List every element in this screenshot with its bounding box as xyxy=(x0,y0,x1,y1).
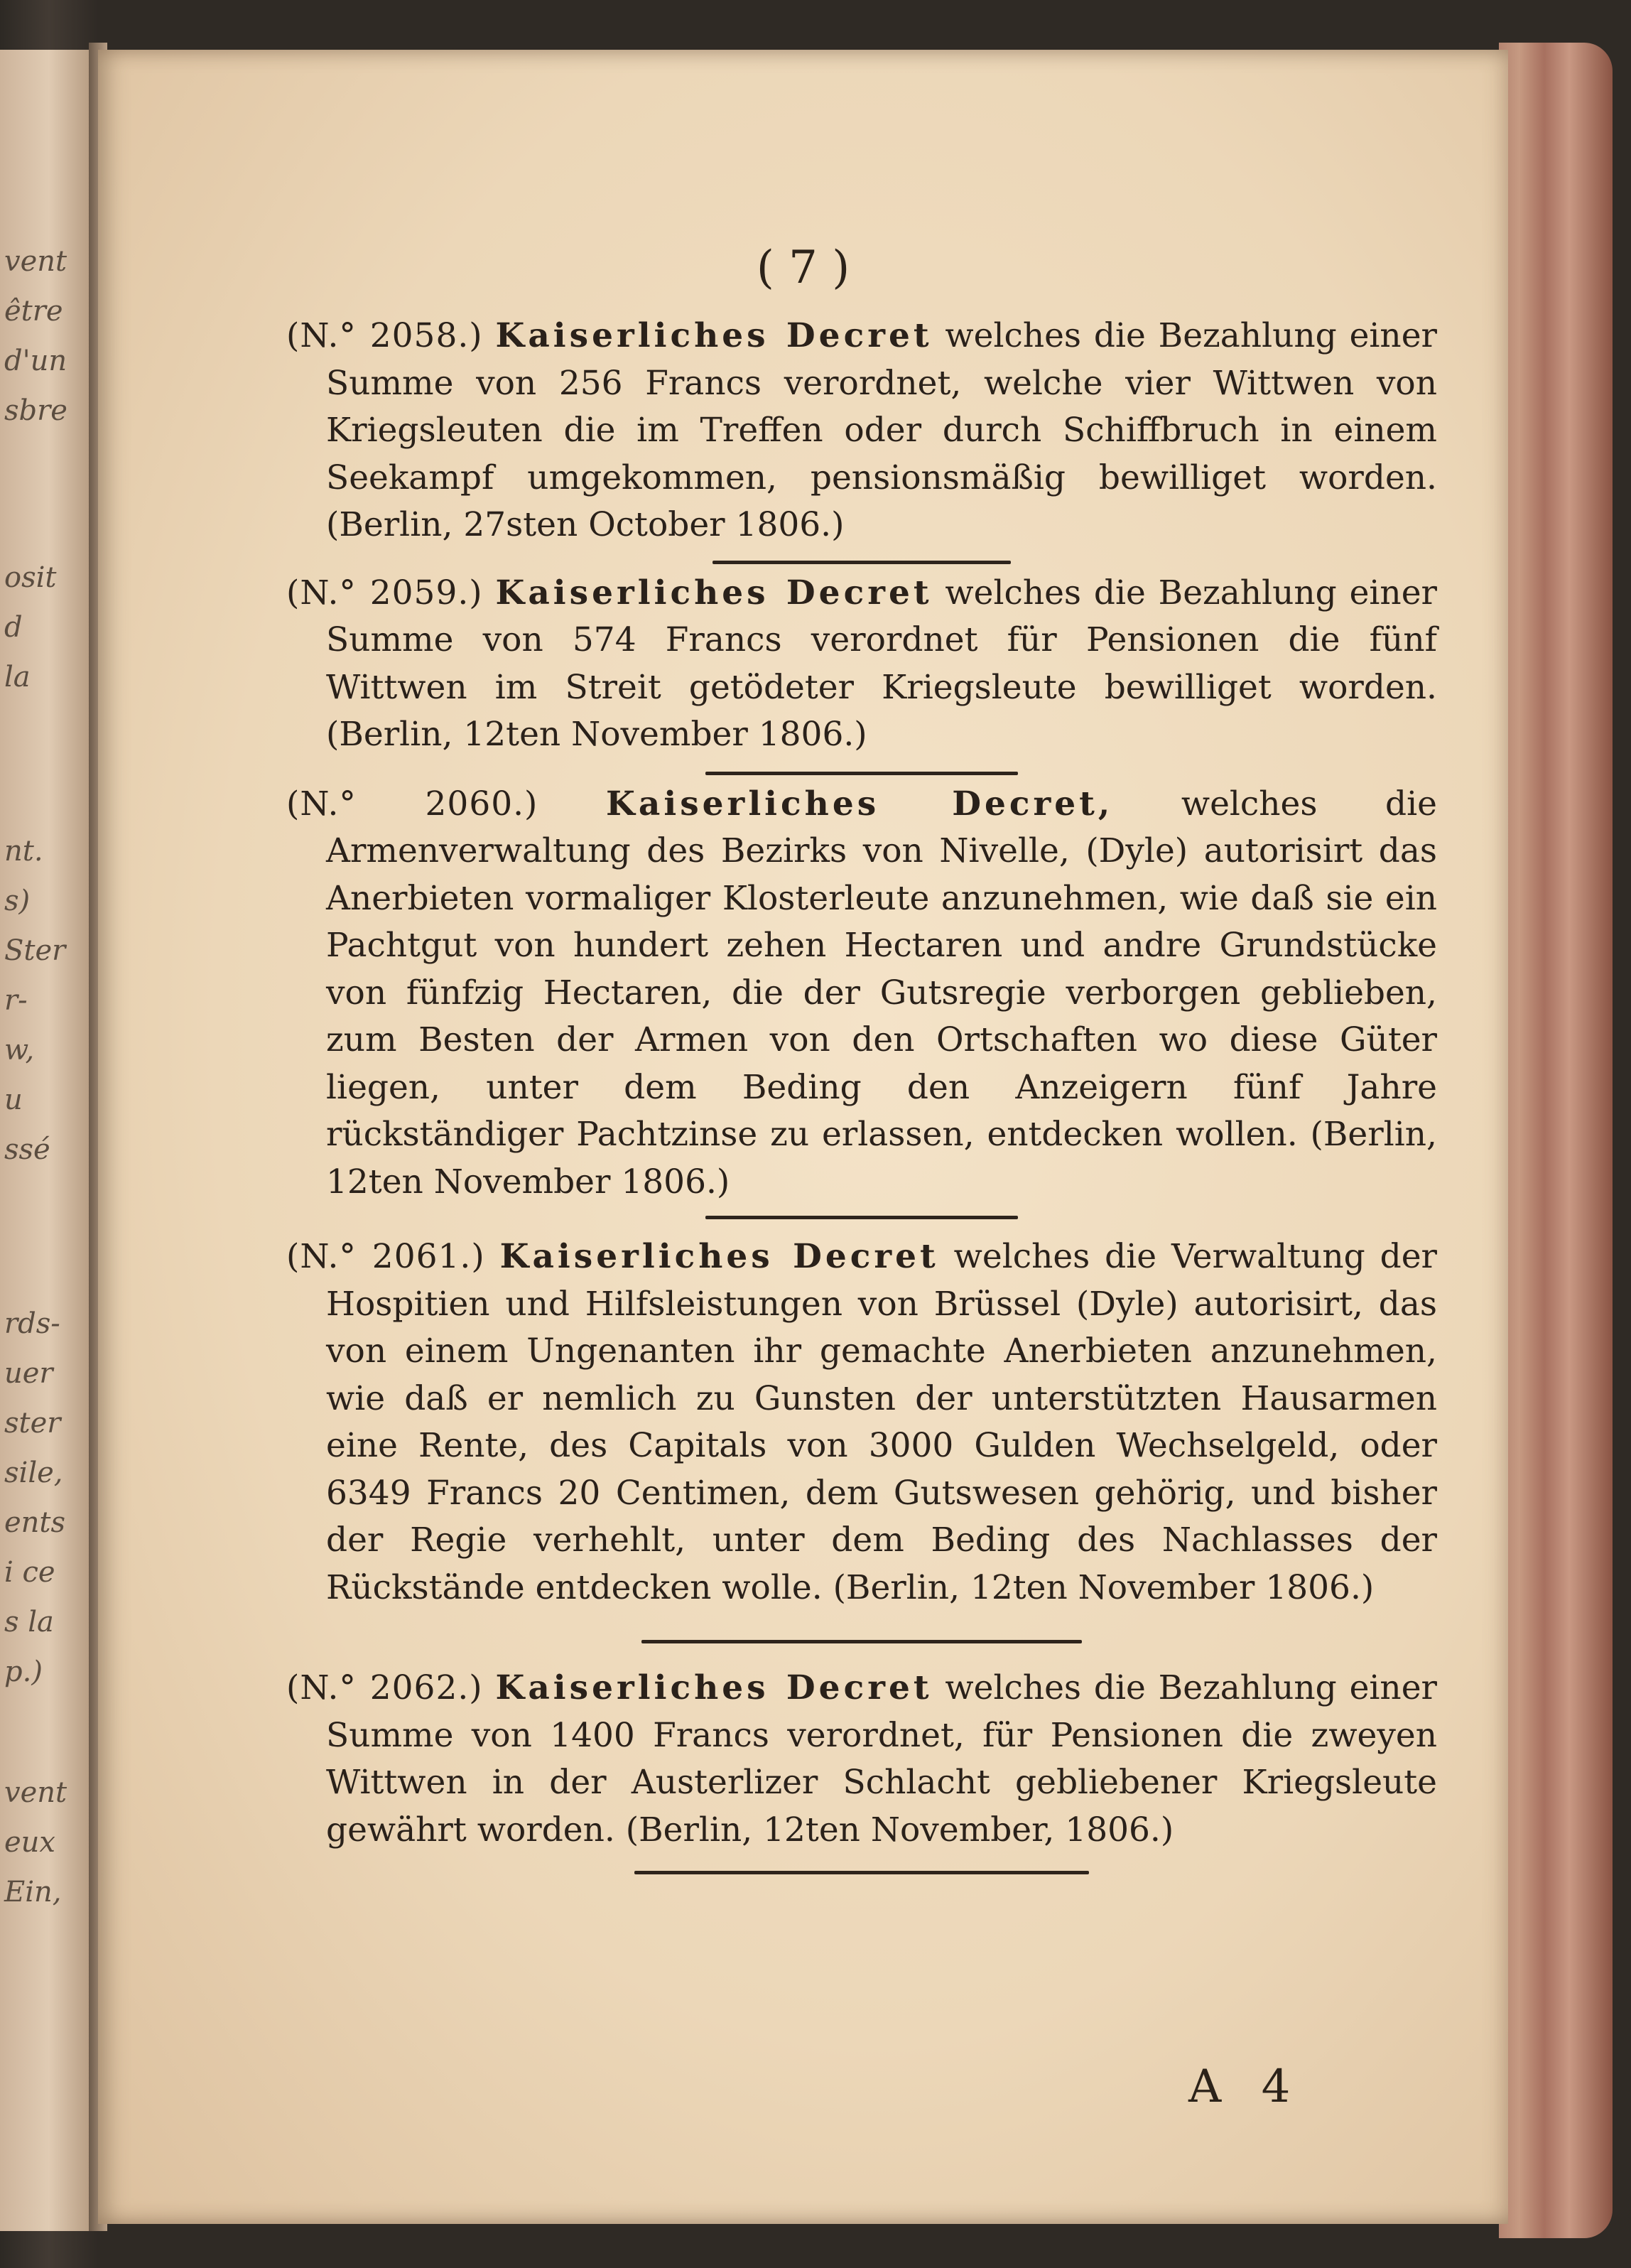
decree-heading: Kaiserliches Decret xyxy=(495,1668,933,1707)
facing-page-fragment: p.) xyxy=(4,1656,43,1688)
facing-page-fragment: vent xyxy=(4,1776,67,1809)
decree-number: (N.° 2059.) xyxy=(286,573,483,612)
facing-page-fragment: s) xyxy=(4,885,31,917)
decree-heading: Kaiserliches Decret, xyxy=(606,784,1114,824)
facing-page-fragment: uer xyxy=(4,1357,53,1390)
separator-rule xyxy=(641,1640,1082,1643)
decree-number: (N.° 2061.) xyxy=(286,1237,485,1276)
facing-page-fragment: sbre xyxy=(4,394,67,427)
facing-page-fragment: vent xyxy=(4,245,67,278)
signature-mark: A 4 xyxy=(1188,2061,1304,2113)
facing-page-fragment: ents xyxy=(4,1506,66,1539)
decree-number: (N.° 2062.) xyxy=(286,1668,483,1707)
decree-number: (N.° 2058.) xyxy=(286,316,483,355)
facing-page-fragment: r- xyxy=(4,984,28,1017)
document-page xyxy=(98,50,1508,2224)
facing-page-fragment: osit xyxy=(4,561,57,594)
decree-text: welches die Bezahlung einer Summe von 1400 Francs verordnet, für Pensionen die zweyen Wittwen in der Austerlizer Schlacht gebliebener Kriegsleute gewährt worden. (Berlin, 12ten November, 1806.) xyxy=(326,1668,1437,1850)
decree-entry xyxy=(286,1665,1437,1854)
facing-page-fragment: eux xyxy=(4,1826,55,1859)
facing-page-fragment: rds- xyxy=(4,1307,60,1340)
facing-page-fragment: d'un xyxy=(4,345,67,377)
decree-entry xyxy=(286,1233,1437,1611)
facing-page-fragment: nt. xyxy=(4,835,43,868)
decree-entry xyxy=(286,313,1437,549)
decree-heading: Kaiserliches Decret xyxy=(495,316,933,355)
decree-text: welches die Verwaltung der Hospitien und Hilfsleistungen von Brüssel (Dyle) autorisirt, das von einem Ungenanten ihr gemachte Anerbieten anzunehmen, wie daß er nemlich zu Gunsten der unterstützten Hausarmen eine Rente, des Capitals von 3000 Gulden Wechselgeld, oder 6349 Francs 20 Centimen, dem Gutswesen gehörig, und bisher der Regie verhehlt, unter dem Beding des Nachlasses der Rückstände entdecken wolle. (Berlin, 12ten November 1806.) xyxy=(326,1237,1438,1607)
facing-page-fragment: Ein, xyxy=(4,1876,62,1908)
decree-heading: Kaiserliches Decret xyxy=(499,1237,939,1276)
separator-rule xyxy=(705,1216,1018,1219)
facing-page-fragment: s la xyxy=(4,1606,54,1638)
decree-list xyxy=(286,313,1437,1874)
page-block-edge xyxy=(1499,43,1613,2238)
facing-page-fragment: d xyxy=(4,611,23,644)
facing-page-fragment: u xyxy=(4,1084,23,1116)
facing-page-fragment: ster xyxy=(4,1407,61,1440)
decree-heading: Kaiserliches Decret xyxy=(495,573,933,612)
decree-entry xyxy=(286,781,1437,1206)
facing-page-edge xyxy=(0,50,93,2231)
separator-rule xyxy=(705,772,1018,775)
decree-text: welches die Bezahlung einer Summe von 574 Francs verordnet für Pensionen die fünf Wittwen im Streit getödeter Kriegsleute bewilliget worden. (Berlin, 12ten November 1806.) xyxy=(326,573,1437,754)
separator-rule xyxy=(712,561,1011,564)
facing-page-fragment: ssé xyxy=(4,1133,50,1166)
facing-page-fragment: Ster xyxy=(4,934,66,967)
page-number: ( 7 ) xyxy=(756,242,850,294)
separator-rule xyxy=(634,1871,1089,1874)
facing-page-fragment: w, xyxy=(4,1034,35,1066)
facing-page-fragment: la xyxy=(4,661,31,693)
decree-entry xyxy=(286,570,1437,759)
decree-text: welches die Bezahlung einer Summe von 256 Francs verordnet, welche vier Wittwen von Kriegsleuten die im Treffen oder durch Schiffbruch in einem Seekampf umgekommen, pensionsmäßig bewilliget worden. (Berlin, 27sten October 1806.) xyxy=(326,316,1437,544)
facing-page-fragment: i ce xyxy=(4,1556,55,1589)
facing-page-fragment: sile, xyxy=(4,1457,63,1489)
facing-page-fragment: être xyxy=(4,295,63,328)
decree-text: welches die Armenverwaltung des Bezirks von Nivelle, (Dyle) autorisirt das Anerbieten vormaliger Klosterleute anzunehmen, wie daß sie ein Pachtgut von hundert zehen Hectaren und andre Grundstücke von fünfzig Hectaren, die der Gutsregie verborgen geblieben, zum Besten der Armen von den Ortschaften wo diese Güter liegen, unter dem Beding den Anzeigern fünf Jahre rückständiger Pachtzinse zu erlassen, entdecken wollen. (Berlin, 12ten November 1806.) xyxy=(326,784,1437,1202)
decree-number: (N.° 2060.) xyxy=(286,784,538,824)
